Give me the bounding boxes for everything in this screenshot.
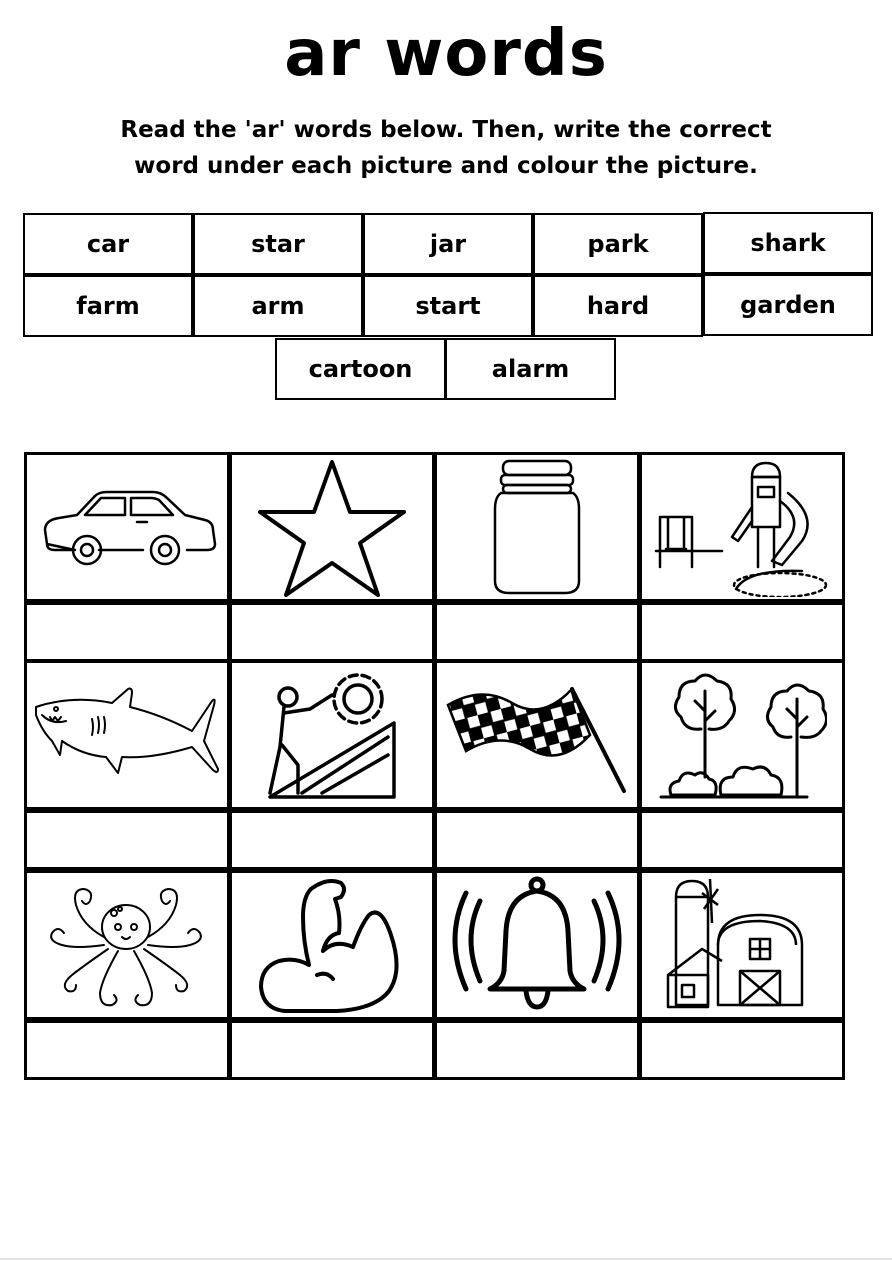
answer-box[interactable] [229,602,435,662]
jar-icon [487,457,587,597]
word-bank-item: start [363,275,533,337]
answer-box[interactable] [639,810,845,870]
answer-box[interactable] [24,810,230,870]
instructions-line-1: Read the 'ar' words below. Then, write the correct [120,117,772,143]
picture-cell [434,660,640,810]
picture-cell [639,870,845,1020]
picture-cell [434,870,640,1020]
word-bank-item: hard [533,275,703,337]
picture-cell [229,870,435,1020]
answer-box[interactable] [434,810,640,870]
picture-cell [639,452,845,602]
car-icon [37,482,217,572]
word-bank-item: jar [363,213,533,275]
answer-box[interactable] [434,602,640,662]
picture-cell [229,452,435,602]
picture-cell [24,452,230,602]
word-bank-item: car [23,213,193,275]
answer-box[interactable] [639,602,845,662]
page-title: ar words [284,17,608,91]
picture-cell [24,870,230,1020]
shark-icon [32,685,222,785]
picture-cell [24,660,230,810]
garden-trees-icon [657,665,827,805]
picture-cell [229,660,435,810]
word-bank-item: shark [703,212,873,274]
alarm-bell-icon [442,875,632,1015]
flexed-arm-icon [257,875,407,1015]
word-bank-item: alarm [445,338,616,400]
playground-park-icon [652,457,832,597]
word-bank-item: farm [23,275,193,337]
instructions-line-2: word under each picture and colour the picture. [134,153,758,179]
answer-box[interactable] [24,602,230,662]
word-bank-item: park [533,213,703,275]
page-bottom-divider [0,1258,892,1260]
checkered-start-flag-icon [442,675,632,795]
word-bank-item: cartoon [275,338,446,400]
word-bank-item: garden [703,274,873,336]
answer-box[interactable] [434,1020,640,1080]
answer-box[interactable] [229,1020,435,1080]
picture-cell [434,452,640,602]
farm-barn-icon [662,875,822,1015]
star-icon [252,457,412,597]
picture-cell [639,660,845,810]
climbing-hard-work-icon [262,665,402,805]
answer-box[interactable] [229,810,435,870]
word-bank-item: arm [193,275,363,337]
word-bank-item: star [193,213,363,275]
cartoon-octopus-icon [42,875,212,1015]
answer-box[interactable] [24,1020,230,1080]
answer-box[interactable] [639,1020,845,1080]
